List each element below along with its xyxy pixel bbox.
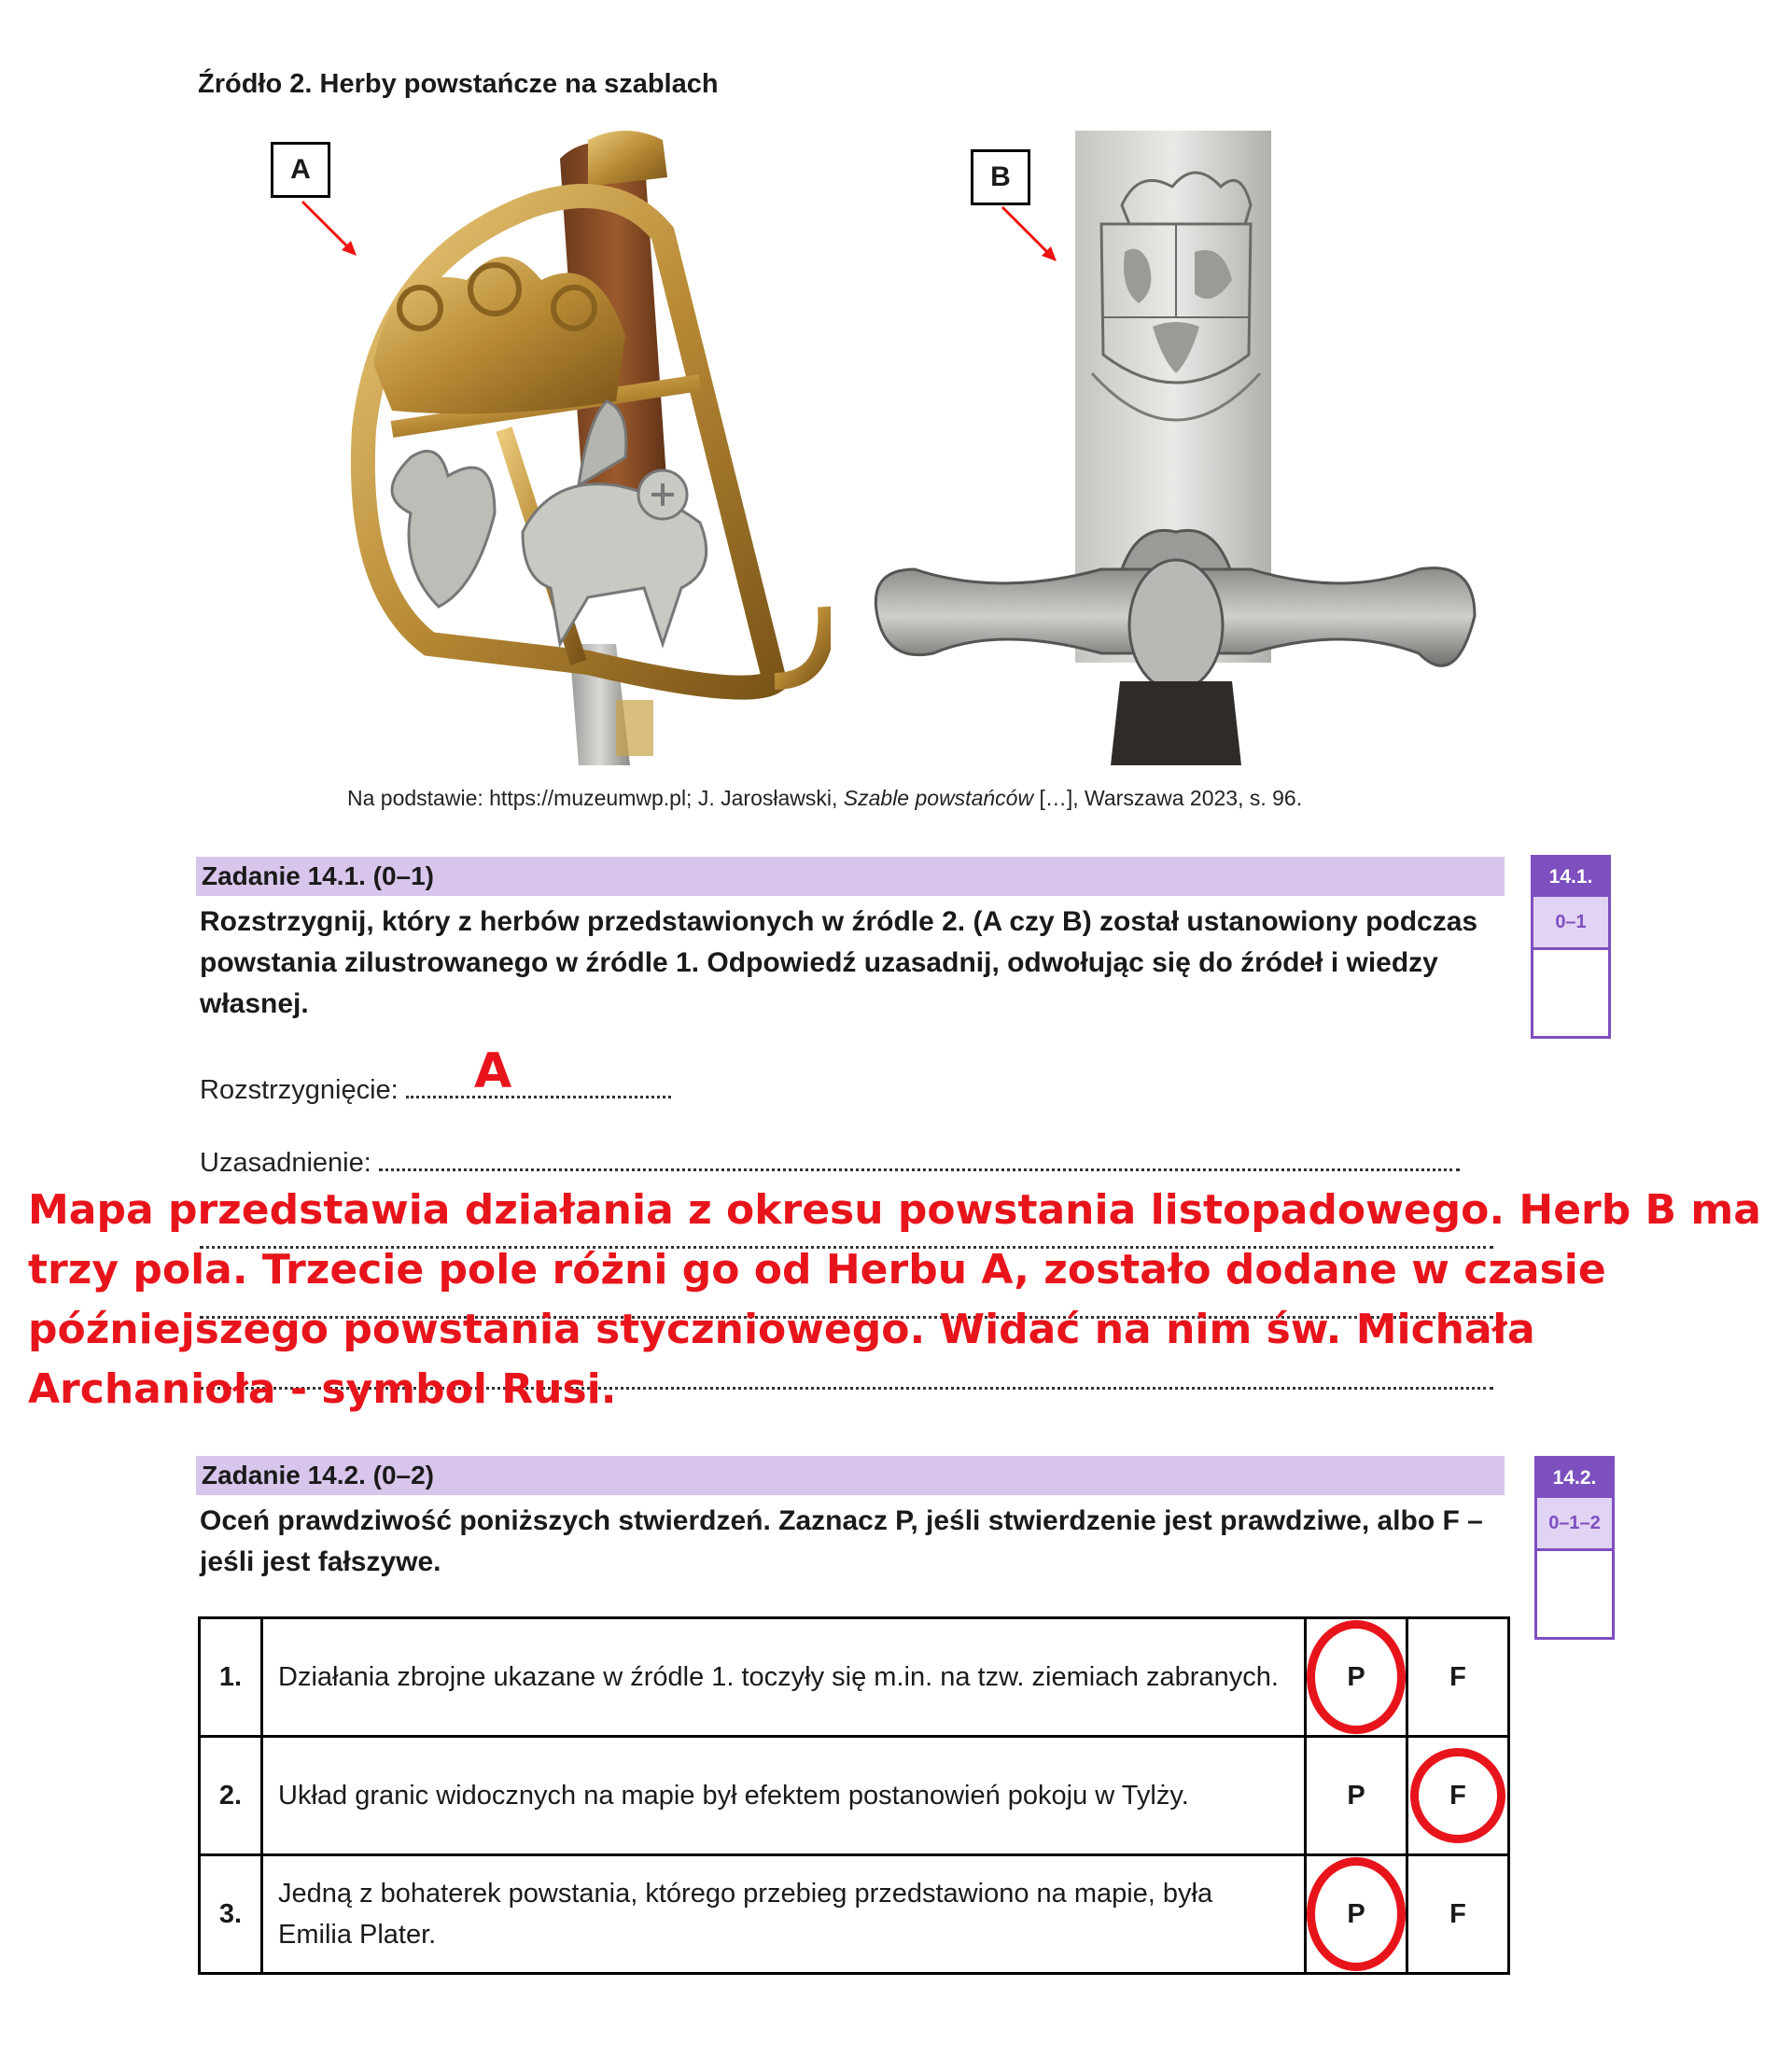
score-entry-field[interactable] (1533, 950, 1608, 1036)
label-a: A (271, 142, 330, 198)
score-box-14-2 (1534, 1456, 1615, 1640)
row-number: 1. (200, 1618, 262, 1737)
row-number: 2. (200, 1737, 262, 1855)
score-number: 14.2. (1537, 1459, 1612, 1498)
handwritten-justification: Mapa przedstawia działania z okresu powstania listopadowego. Herb B ma trzy pola. Trzecie pole różni go od Herbu A, zostało dodane w czasie późniejszego powstania styczniowego. Widać na nim św. Michała Archanioła - symbol Rusi. (28, 1186, 1761, 1413)
option-f[interactable]: F (1407, 1618, 1509, 1737)
option-f[interactable]: F (1407, 1855, 1509, 1974)
option-p[interactable]: P (1306, 1618, 1407, 1737)
option-f[interactable]: F (1407, 1737, 1509, 1855)
justification-label: Uzasadnienie: (200, 1148, 371, 1178)
caption-book-title: Szable powstańców (843, 786, 1034, 810)
handwritten-decision: A (474, 1043, 512, 1099)
decision-label: Rozstrzygnięcie: (200, 1075, 399, 1105)
justification-field (200, 1146, 1460, 1179)
table-row (200, 1855, 1509, 1974)
sabre-hilt-photo-a (308, 121, 831, 765)
arrow-b-icon (999, 203, 1064, 269)
statement-text: Układ granic widocznych na mapie był efektem postanowień pokoju w Tylży. (262, 1737, 1306, 1855)
caption-prefix: Na podstawie: https://muzeumwp.pl; J. Jarosławski, (347, 786, 844, 810)
label-b: B (971, 149, 1030, 205)
statement-text: Jedną z bohaterek powstania, którego przebieg przedstawiono na mapie, była Emilia Plater. (262, 1855, 1306, 1974)
option-p[interactable]: P (1306, 1855, 1407, 1974)
task-14-1-prompt: Rozstrzygnij, który z herbów przedstawionych w źródle 2. (A czy B) został ustanowiony podczas powstania zilustrowanego w źródle 1. Odpowiedź uzasadnij, odwołując się do źródeł i wiedzy własnej. (200, 906, 1478, 1019)
decision-dotted-line[interactable] (406, 1073, 671, 1098)
statement-text: Działania zbrojne ukazane w źródle 1. toczyły się m.in. na tzw. ziemiach zabranych. (262, 1618, 1306, 1737)
score-points: 0–1 (1533, 897, 1608, 950)
score-box-14-1 (1531, 855, 1611, 1039)
decision-field (200, 1073, 671, 1106)
score-number: 14.1. (1533, 858, 1608, 897)
source-title: Źródło 2. Herby powstańcze na szablach (198, 69, 719, 99)
score-entry-field[interactable] (1537, 1551, 1612, 1637)
caption-suffix: […], Warszawa 2023, s. 96. (1033, 786, 1303, 810)
justification-dotted-line[interactable] (379, 1146, 1460, 1171)
task-14-2-header: Zadanie 14.2. (0–2) (196, 1456, 1505, 1495)
task-14-2-prompt: Oceń prawdziwość poniższych stwierdzeń. Zaznacz P, jeśli stwierdzenie jest prawdziwe, albo F – jeśli jest fałszywe. (200, 1505, 1483, 1577)
row-number: 3. (200, 1855, 262, 1974)
arrow-a-icon (299, 198, 364, 263)
sabre-blade-photo-b (859, 131, 1493, 765)
option-p[interactable]: P (1306, 1737, 1407, 1855)
table-row (200, 1618, 1509, 1737)
score-points: 0–1–2 (1537, 1498, 1612, 1551)
table-row (200, 1737, 1509, 1855)
task-14-1-header: Zadanie 14.1. (0–1) (196, 857, 1505, 896)
true-false-table (198, 1616, 1510, 1975)
source-caption (347, 786, 1302, 811)
